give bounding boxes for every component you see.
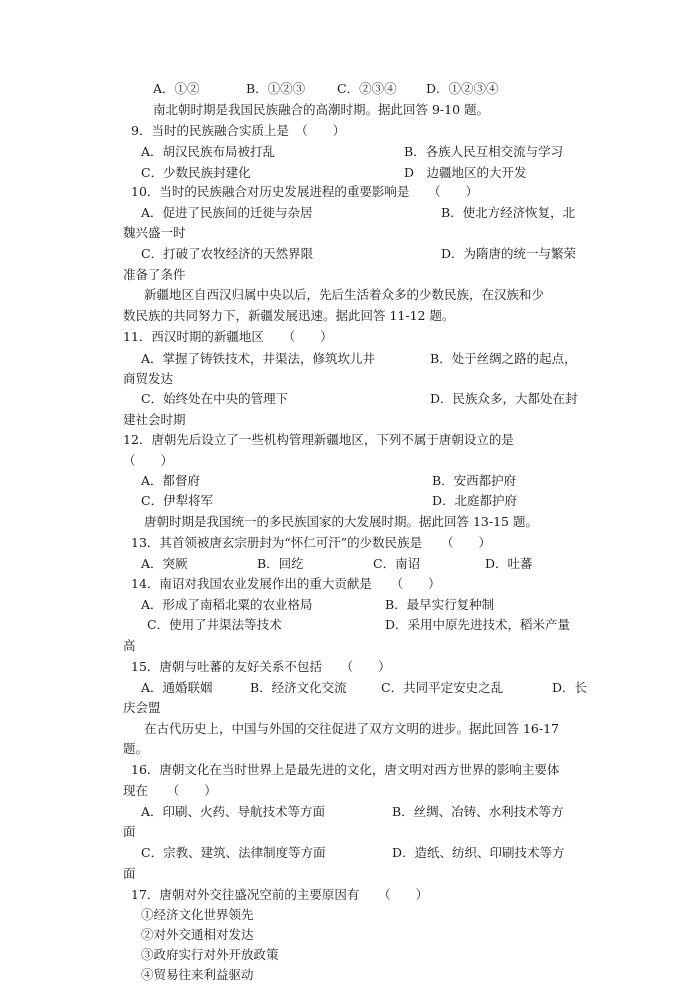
q11-stem: 11．西汉时期的新疆地区 （ ） <box>123 329 333 344</box>
q14-option-c: C．使用了井渠法等技术 <box>147 617 282 632</box>
q9-stem: 9．当时的民族融合实质上是 （ ） <box>131 123 346 138</box>
q14-stem: 14．南诏对我国农业发展作出的重大贡献是 （ ） <box>131 576 441 591</box>
q16-option-c: C．宗教、建筑、法律制度等方面 <box>141 845 326 860</box>
q9-option-a: A．胡汉民族布局被打乱 <box>141 144 276 159</box>
q10-option-b-cont: 魏兴盛一时 <box>123 225 186 240</box>
q15-option-c: C．共同平定安史之乱 <box>381 680 504 695</box>
q13-stem: 13．其首领被唐玄宗册封为“怀仁可汗”的少数民族是 （ ） <box>131 535 491 550</box>
intro-16-17-line1: 在古代历史上，中国与外国的交往促进了双方文明的进步。据此回答 16-17 <box>144 721 560 736</box>
q11-option-b-cont: 商贸发达 <box>123 371 174 386</box>
intro-16-17-line2: 题。 <box>123 741 149 756</box>
q13-option-b: B．回纥 <box>257 556 304 571</box>
q14-option-b: B．最早实行复种制 <box>385 597 495 612</box>
q15-option-d: D．长 <box>552 680 588 695</box>
q16-option-d: D．造纸、纺织、印刷技术等方 <box>392 845 565 860</box>
q12-stem-cont: （ ） <box>123 453 174 468</box>
q8-option-a: A．①② <box>153 81 200 96</box>
q10-stem: 10．当时的民族融合对历史发展进程的重要影响是 （ ） <box>131 184 479 199</box>
q9-option-c: C．少数民族封建化 <box>141 165 251 180</box>
intro-11-12-line1: 新疆地区自西汉归属中央以后，先后生活着众多的少数民族，在汉族和少 <box>144 287 545 302</box>
q8-option-b: B．①②③ <box>246 81 306 96</box>
q10-option-d-cont: 准备了条件 <box>123 267 186 282</box>
q11-option-a: A．掌握了铸铁技术，井渠法，修筑坎儿井 <box>141 351 376 366</box>
q11-option-d-cont: 建社会时期 <box>123 412 186 427</box>
q10-option-d: D．为隋唐的统一与繁荣 <box>441 246 577 261</box>
q14-option-a: A．形成了南稻北粟的农业格局 <box>141 597 313 612</box>
q17-item-1: ①经济文化世界领先 <box>141 907 254 922</box>
q9-option-b: B．各族人民互相交流与学习 <box>404 144 564 159</box>
q11-option-c: C．始终处在中央的管理下 <box>141 391 289 406</box>
q16-stem: 16．唐朝文化在当时世界上是最先进的文化，唐文明对西方世界的影响主要体 <box>131 762 560 777</box>
q17-item-2: ②对外交通相对发达 <box>141 927 254 942</box>
q10-option-c: C．打破了农牧经济的天然界限 <box>141 246 314 261</box>
q12-stem: 12．唐朝先后设立了一些机构管理新疆地区，下列不属于唐朝设立的是 <box>123 432 514 447</box>
q16-option-b-cont: 面 <box>123 824 136 839</box>
q14-option-d: D．采用中原先进技术，稻米产量 <box>385 617 571 632</box>
intro-13-15: 唐朝时期是我国统一的多民族国家的大发展时期。据此回答 13-15 题。 <box>144 514 538 529</box>
q15-option-a: A．通婚联姻 <box>141 680 213 695</box>
q8-option-d: D．①②③④ <box>426 81 499 96</box>
q17-item-3: ③政府实行对外开放政策 <box>141 947 279 962</box>
q10-option-a: A．促进了民族间的迁徙与杂居 <box>141 205 313 220</box>
q16-option-a: A．印刷、火药、导航技术等方面 <box>141 804 326 819</box>
q14-option-d-cont: 高 <box>123 638 136 653</box>
q17-item-4: ④贸易往来利益驱动 <box>141 967 254 982</box>
q15-option-d-cont: 庆会盟 <box>123 700 161 715</box>
q11-option-d: D．民族众多，大都处在封 <box>430 391 578 406</box>
q16-option-d-cont: 面 <box>123 866 136 881</box>
q13-option-c: C．南诏 <box>373 556 421 571</box>
q17-stem: 17．唐朝对外交往盛况空前的主要原因有 （ ） <box>131 887 429 902</box>
q13-option-a: A．突厥 <box>141 556 188 571</box>
q10-option-b: B．使北方经济恢复，北 <box>441 205 576 220</box>
q12-option-a: A．都督府 <box>141 473 201 488</box>
intro-11-12-line2: 数民族的共同努力下，新疆发展迅速。据此回答 11-12 题。 <box>123 308 455 323</box>
q16-option-b: B．丝绸、冶铸、水利技术等方 <box>392 804 564 819</box>
q9-option-d: D 边疆地区的大开发 <box>404 165 527 180</box>
q13-option-d: D．吐蕃 <box>485 556 533 571</box>
q15-stem: 15．唐朝与吐蕃的友好关系不包括 （ ） <box>131 659 391 674</box>
q11-option-b: B．处于丝绸之路的起点， <box>430 351 577 366</box>
intro-9-10: 南北朝时期是我国民族融合的高潮时期。据此回答 9-10 题。 <box>153 102 490 117</box>
q12-option-b: B．安西都护府 <box>432 473 517 488</box>
q15-option-b: B．经济文化交流 <box>250 680 347 695</box>
q12-option-d: D．北庭都护府 <box>432 493 518 508</box>
q8-option-c: C．②③④ <box>337 81 397 96</box>
q12-option-c: C．伊犁将军 <box>141 493 214 508</box>
q16-stem-cont: 现在 （ ） <box>123 783 217 798</box>
